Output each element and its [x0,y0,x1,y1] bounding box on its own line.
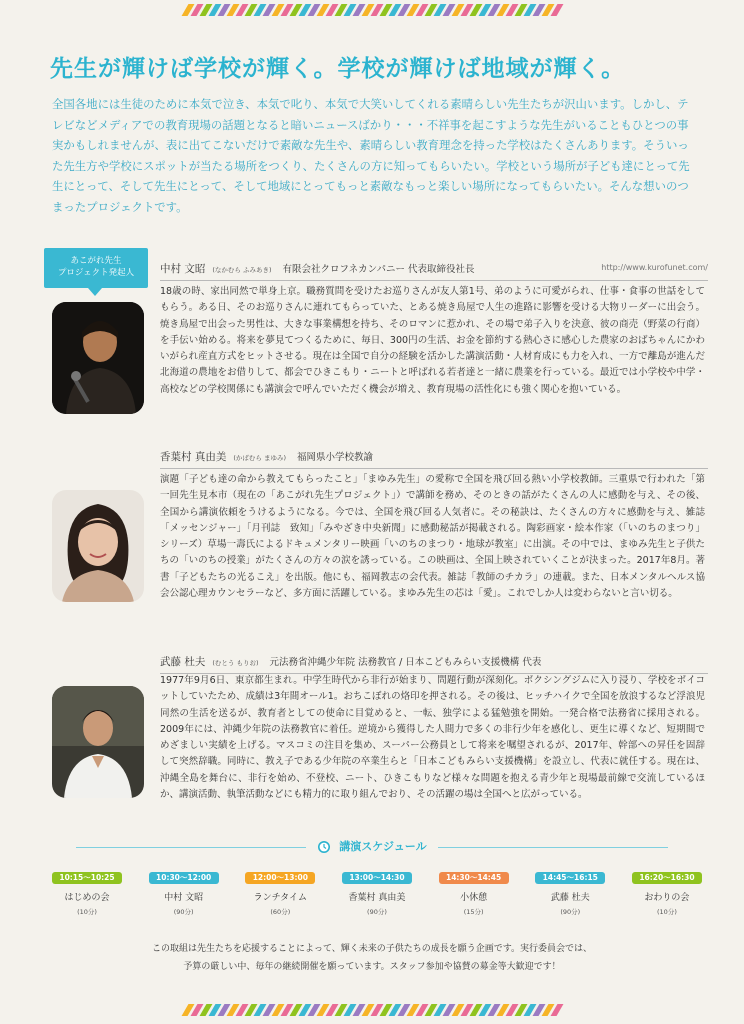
schedule-item [149,872,219,916]
schedule-list [52,872,702,916]
profile-name: 中村 文昭 [160,263,206,275]
divider [438,847,668,848]
schedule-duration: (90分) [367,908,387,916]
schedule-time: 10:30〜12:00 [149,872,219,884]
schedule-label: はじめの会 [64,893,110,903]
schedule-duration: (90分) [173,908,194,916]
photo-muto [52,686,144,798]
schedule-duration: (90分) [560,908,581,916]
schedule-time: 10:15〜10:25 [52,872,122,884]
profile-kana: (かばむら まゆみ) [233,454,287,462]
footer-line: この取組は先生たちを応援することによって、輝く未来の子供たちの成長を願う企画です。実行委員会では、 [151,944,593,954]
profile-kana: (なかむら ふみあき) [212,266,272,274]
profile-header-muto [160,654,708,674]
schedule-duration: (60分) [270,908,291,916]
schedule-item [535,872,605,916]
schedule-item [342,872,412,916]
schedule-duration: (10分) [657,908,677,916]
schedule-time: 13:00〜14:30 [342,872,412,884]
footer-line: 予算の厳しい中、毎年の継続開催を願っています。スタッフ参加や協賛の募金等大歓迎です！ [183,962,561,972]
profile-kana: (むとう もりお) [212,659,259,667]
schedule-item [439,872,509,916]
profile-role: 福岡県小学校教諭 [297,452,374,463]
profile-role: 有限会社クロフネカンパニー 代表取締役社長 [282,264,475,275]
schedule-label: 香葉村 真由美 [348,893,406,903]
intro-text: 全国各地には生徒のために本気で泣き、本気で叱り、本気で大笑いしてくれる素晴らしい先生たちが沢山います。しかし、テレビなどメディアでの教育現場の話題となると暗いニュースばかり・・・不祥事を起こすような先生がいることもひとつの事実かもしれませんが、表に出てこないだけで素敵な先生や、素晴らしい教育理念を持った学校はたくさんあります。そういった先生方や学校にスポットが当たる場所をつくり、たくさんの方に知ってもらいたい。学校という場所が子ども達にとって先生にとって、そして先生にとって、そして地域にとってもっと素敵なもっと楽しい場所になってもらいたい。そんな想いのつまったプロジェクトです。 [52,97,690,214]
headline: 先生が輝けば学校が輝く。学校が輝けば地域が輝く。 [50,56,626,82]
bottom-stripe-border [0,1004,744,1018]
founder-badge [44,248,148,288]
speaker-photo-icon [52,490,144,602]
schedule-label: おわりの会 [644,893,690,903]
speaker-photo-icon [52,302,144,414]
schedule-item [52,872,122,916]
photo-kabamura [52,490,144,602]
profile-header-nakamura [160,261,708,281]
divider [76,847,306,848]
schedule-title: 講演スケジュール [339,840,427,853]
schedule-label: 武藤 杜夫 [550,893,590,903]
schedule-time: 16:20〜16:30 [632,872,702,884]
profile-bio: 18歳の時、家出同然で単身上京。職務質問を受けたお巡りさんが友人第1号、弟のように可愛がられ、仕事・食事の世話をしてもらう。ある日、そのお巡りさんに連れてもらっていた、とある焼き鳥屋で人生の進路に影響を受ける大物リーダーに出会う。焼き鳥屋で出会った男性は、大きな事業構想を持ち、そのロマンに惹かれ、その場で弟子入りを決意、彼の商売（野菜の行商）を手伝い始める。将来を夢見てつくるために、毎日、300円の生活、お金を節約する熱心さに感心した農家のおばちゃんにかわいがられ産直方式をヒットさせる。現在は全国で自分の経験を活かした講演活動・人材育成にも力を入れ、一方で離島が進んだ北海道の農地をお借りして、都会でひきこもり・ニートと呼ばれる若者達と一緒に農業を行っている。最近では小学校や中学・高校などの学校関係にも講演会で呼んでいただく機会が増え、教育現場の活性化にも強く関心を抱いている。 [160,286,705,395]
badge-line: プロジェクト発起人 [57,268,135,278]
schedule-item [245,872,315,916]
schedule-label: ランチタイム [253,893,307,903]
profile-bio: 演題「子ども達の命から教えてもらったこと」「まゆみ先生」の愛称で全国を飛び回る熱い小学校教師。三重県で行われた「第一回先生見本市（現在の「あこがれ先生プロジェクト」）で講師を務め、そのときの話がたくさんの人に感動を与え、その後、全国から講演依頼をうけるようになる。今では、全国を飛び回る人気者に。その秘訣は、たくさんの方々に感動を与え、雑誌「メッセンジャー」「月刊誌 致知」「みやざき中央新聞」に感動秘話が掲載される。陶彩画家・絵本作家（「いのちのまつり」シリーズ）草場一壽氏によるドキュメンタリー映画「いのちのまつり・地球が教室」に出演。その中では、まゆみ先生と子供たちの「いのちの授業」がたくさんの方々の涙を誘っている。この映画は、全国上映されていくことが決まった。2017年8月。著書「子どもたちの光るこえ」を出版。他にも、福岡教志の会代表。雑誌「教師のチカラ」の連載。また、日本メンタルヘルス協会公認心理カウンセラーなど、多方面に活躍している。まゆみ先生の芯は「愛」。これでしか人は変わらないと言い切る。 [160,474,705,600]
profile-url: http://www.kurofunet.com/ [601,263,708,272]
schedule-duration: (15分) [463,908,484,916]
schedule-time: 14:45〜16:15 [535,872,605,884]
profile-header-kabamura [160,449,708,469]
footer-note [0,940,744,976]
clock-icon [317,840,331,854]
profile-name: 香葉村 真由美 [160,451,227,463]
top-stripe-border [0,4,744,18]
schedule-label: 小休憩 [460,893,488,903]
schedule-heading [0,838,744,854]
profile-role: 元法務省沖縄少年院 法務教官 / 日本こどもみらい支援機構 代表 [269,657,542,668]
profile-name: 武藤 杜夫 [160,656,206,668]
schedule-label: 中村 文昭 [164,893,204,903]
schedule-item [632,872,702,916]
schedule-time: 14:30〜14:45 [439,872,509,884]
schedule-time: 12:00〜13:00 [245,872,315,884]
photo-nakamura [52,302,144,414]
speaker-photo-icon [52,686,144,798]
badge-line: あこがれ先生 [70,256,122,266]
profile-bio: 1977年9月6日、東京都生まれ。中学生時代から非行が始まり、問題行動が深刻化。ボクシングジムに入り浸り、学校をボイコットしていたため、成績は3年間オール1。おちこぼれの烙印を押される。その後は、ヒッチハイクで全国を放浪するなど浮浪児同然の生活を送るが、教育者としての使命に目覚めると、一転、独学による猛勉強を開始。一発合格で法務省に採用される。2009年には、沖縄少年院の法務教官に着任。逆境から獲得した人間力で多くの非行少年を感化し、更生に導くなど、短期間でめざましい実績を上げる。マスコミの注目を集め、スーパー公務員として将来を嘱望されるが、2017年、幹部への昇任を固辞して突然辞職。同時に、教え子である少年院の卒業生らと「日本こどもみらい支援機構」を設立し、代表に就任する。現在は、沖縄全島を舞台に、非行を始め、不登校、ニート、ひきこもりなど様々な問題を抱える青少年と現場最前線で交流しているほか、講演活動、執筆活動などにも精力的に取り組んでおり、その活躍の場は全国へと広がっている。 [160,675,705,801]
schedule-duration: (10分) [77,908,97,916]
